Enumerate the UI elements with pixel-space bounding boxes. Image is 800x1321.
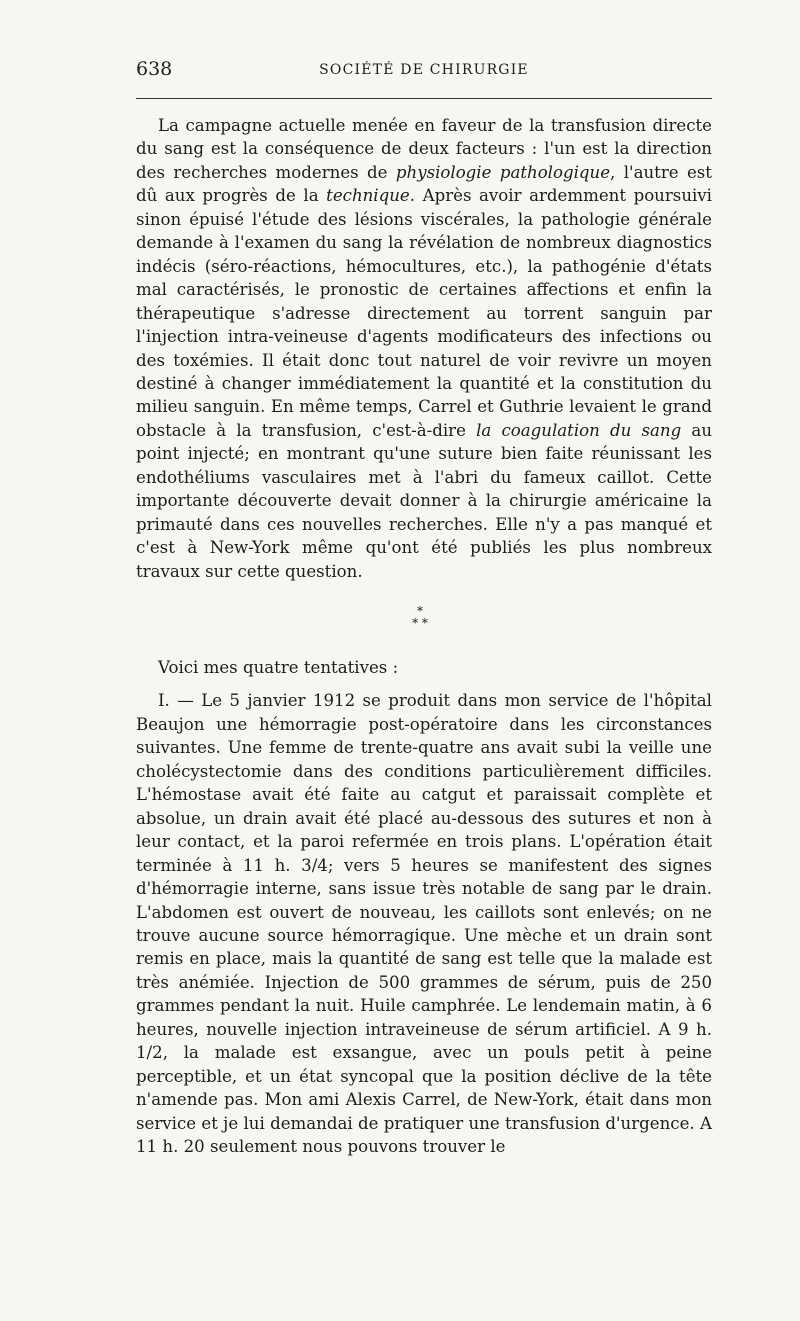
asterism-bottom: * * xyxy=(412,616,428,630)
paragraph-transfusion-context: La campagne actuelle menée en faveur de la transfusion directe du sang est la conséquence de deux facteurs : l'un est la direction des recherches modernes de physiologie pathologique, l'autre est dû aux progrès de la technique. Après avoir ardemment poursuivi sinon épuisé l'étude des lésions viscérales, la pathologie générale demande à l'examen du sang la révélation de nombreux diagnostics indécis (séro-réactions, hémocultures, etc.), la pathogénie d'états mal caractérisés, le pronostic de certaines affections et enfin la thérapeutique s'adresse directement au torrent sanguin par l'injection intra-veineuse d'agents modificateurs des infections ou des toxémies. Il était donc tout naturel de voir revivre un moyen destiné à changer immédiatement la quantité et la constitution du milieu sanguin. En même temps, Carrel et Guthrie levaient le grand obstacle à la transfusion, c'est-à-dire la coagulation du sang au point injecté; en montrant qu'une suture bien faite réunissant les endothéliums vasculaires met à l'abri du fameux caillot. Cette importante découverte devait donner à la chirurgie américaine la primauté dans ces nouvelles recherches. Elle n'y a pas manqué et c'est à New-York même qu'ont été publiés les plus nombreux travaux sur cette question. xyxy=(136,116,713,581)
section-asterism xyxy=(380,604,460,644)
italic-technique: technique xyxy=(326,186,410,206)
italic-coagulation: la coagulation du sang xyxy=(476,420,682,440)
page-header xyxy=(136,58,712,86)
paragraph-case-one: I. — Le 5 janvier 1912 se produit dans mon service de l'hôpital Beaujon une hémorragie post-opératoire dans les circonstances suivantes. Une femme de trente-quatre ans avait subi la veille une cholécystectomie dans des conditions particulièrement difficiles. L'hémostase avait été faite au catgut et paraissait complète et absolue, un drain avait été placé au-dessous des sutures et non à leur contact, et la paroi refermée en trois plans. L'opération était terminée à 11 h. 3/4; vers 5 heures se manifestent des signes d'hémorragie interne, sans issue très notable de sang par le drain. L'abdomen est ouvert de nouveau, les caillots sont enlevés; on ne trouve aucune source hémorragique. Une mèche et un drain sont remis en place, mais la quantité de sang est telle que la malade est très anémiée. Injection de 500 grammes de sérum, puis de 250 grammes pendant la nuit. Huile camphrée. Le lendemain matin, à 6 heures, nouvelle injection intraveineuse de sérum artificiel. A 9 h. 1/2, la malade est exsangue, avec un pouls petit à peine perceptible, et un état syncopal que la position déclive de la tête n'amende pas. Mon ami Alexis Carrel, de New-York, était dans mon service et je lui demandai de pratiquer une transfusion d'urgence. A 11 h. 20 seulement nous pouvons trouver le xyxy=(136,691,712,1157)
intro-line: Voici mes quatre tentatives : xyxy=(158,658,399,677)
header-rule xyxy=(136,98,712,99)
running-head: SOCIÉTÉ DE CHIRURGIE xyxy=(319,62,529,78)
page-number: 638 xyxy=(136,58,173,80)
case-text-block xyxy=(136,656,712,1159)
asterism-top: * xyxy=(417,604,423,618)
main-text-block xyxy=(136,114,712,583)
italic-physiologie-pathologique: physiologie pathologique xyxy=(395,162,611,182)
